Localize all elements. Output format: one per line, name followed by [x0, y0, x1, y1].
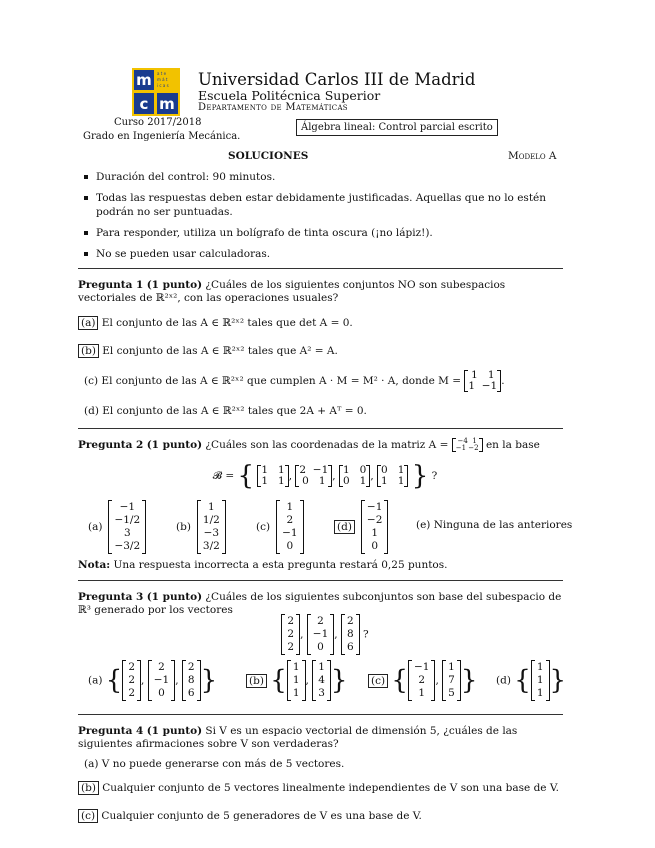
- q2-option-c[interactable]: (c)1 2 −1 0: [256, 500, 304, 554]
- subject-box: Álgebra lineal: Control parcial escrito: [296, 119, 498, 136]
- q3-option-d[interactable]: (d) { 1 1 1 }: [496, 661, 567, 699]
- option-text: V no puede generarse con más de 5 vectores.: [101, 758, 345, 770]
- degree-name: Grado en Ingeniería Mecánica.: [83, 131, 241, 142]
- instruction-text: Todas las respuestas deben estar debidamente justificadas. Aquellas que no lo estén podrán no ser puntuadas.: [96, 192, 547, 218]
- divider: [78, 580, 563, 581]
- svg-text:a t e: a t e: [157, 71, 167, 76]
- q4-option-b[interactable]: [78, 782, 559, 794]
- option-label: (b): [176, 521, 191, 533]
- exam-model: Modelo A: [508, 150, 557, 162]
- option-label: (a): [88, 674, 103, 687]
- instruction-item: [82, 226, 577, 240]
- q2-option-a[interactable]: (a)−1 −1/2 3 −3/2: [88, 500, 146, 554]
- question-points: (1 punto): [146, 591, 203, 603]
- option-label-selected: (c): [368, 674, 388, 688]
- department-name: Departamento de Matemáticas: [198, 102, 348, 113]
- logo-letter: c: [139, 95, 149, 113]
- question-label: Pregunta 3: [78, 591, 144, 603]
- option-label: (c): [256, 521, 271, 533]
- q2-option-d[interactable]: (d)−1 −2 1 0: [334, 500, 388, 554]
- question-text: ¿Cuáles de los siguientes subconjuntos son base del subespacio de ℝ³ generado por los vectores: [78, 591, 562, 616]
- q2-option-e[interactable]: (e) Ninguna de las anteriores: [416, 519, 573, 531]
- question-points: (1 punto): [146, 279, 203, 291]
- university-logo: [132, 68, 180, 116]
- q1-option-b[interactable]: [78, 345, 338, 357]
- question-text: en la base: [485, 439, 540, 451]
- divider: [78, 428, 563, 429]
- q2-option-b[interactable]: (b)1 1/2 −3 3/2: [176, 500, 226, 554]
- course-year: Curso 2017/2018: [114, 117, 202, 128]
- question-text: ¿Cuáles son las coordenadas de la matriz A =: [205, 439, 449, 451]
- logo-letter: m: [136, 71, 152, 89]
- question-1: [78, 279, 563, 305]
- instruction-text: Para responder, utiliza un bolígrafo de tinta oscura (¡no lápiz!).: [96, 227, 433, 239]
- basis-B: 𝓑 = { 1 1 1 1 , 2 −1 0 1 , 1 0 0 1 , 0 1 1 1 } ?: [212, 461, 438, 491]
- matrix-A: −4 1 −1 −2: [452, 438, 483, 452]
- option-label: (c): [84, 375, 99, 387]
- option-label-selected: (c): [78, 809, 98, 823]
- q3-option-c[interactable]: (c) { −1 2 1, 1 7 5 }: [368, 660, 477, 701]
- question-label: Pregunta 1: [78, 279, 144, 291]
- q4-option-c[interactable]: [78, 810, 422, 822]
- question-mark: ?: [431, 470, 438, 482]
- svg-text:i c a s: i c a s: [157, 83, 169, 88]
- q3-option-a[interactable]: (a) { 2 2 2, 2 −1 0, 2 8 6 }: [88, 661, 218, 699]
- q1-option-c[interactable]: (c) El conjunto de las A ∈ ℝ²ˣ² que cumplen A · M = M² · A, donde M = 1 1 1 −1 .: [84, 369, 505, 392]
- matrix-M: 1 1 1 −1: [464, 370, 501, 392]
- question-text: ¿Cuáles de los siguientes conjuntos NO son subespacios vectoriales de ℝ²ˣ², con las operaciones usuales?: [78, 279, 506, 304]
- school-name: Escuela Politécnica Superior: [198, 88, 381, 103]
- option-label-selected: (b): [78, 344, 99, 358]
- divider: [78, 714, 563, 715]
- q4-option-a[interactable]: [84, 758, 344, 770]
- option-text: El conjunto de las A ∈ ℝ²ˣ² tales que 2A + Aᵀ = 0.: [102, 405, 367, 417]
- instructions-list: [82, 170, 577, 268]
- note-label: Nota:: [78, 559, 111, 571]
- question-label: Pregunta 2: [78, 439, 144, 451]
- basis-symbol: 𝓑 =: [212, 470, 235, 482]
- q1-option-d[interactable]: [84, 405, 367, 417]
- note-text: Una respuesta incorrecta a esta pregunta restará 0,25 puntos.: [113, 559, 448, 571]
- instruction-item: [82, 247, 577, 261]
- question-4: [78, 725, 563, 751]
- divider: [78, 268, 563, 269]
- solutions-title: SOLUCIONES: [228, 150, 309, 162]
- q2-note: [78, 559, 447, 571]
- logo-letter: m: [159, 95, 175, 113]
- option-label: (d): [496, 674, 511, 687]
- question-label: Pregunta 4: [78, 725, 144, 737]
- instruction-item: [82, 170, 577, 184]
- svg-text:m á t: m á t: [157, 77, 168, 82]
- university-name: Universidad Carlos III de Madrid: [198, 70, 476, 89]
- q3-option-b[interactable]: (b) { 1 1 1, 1 4 3 }: [246, 660, 347, 701]
- instruction-text: Duración del control: 90 minutos.: [96, 171, 276, 183]
- q1-option-a[interactable]: [78, 317, 353, 329]
- option-text: El conjunto de las A ∈ ℝ²ˣ² que cumplen A · M = M² · A, donde M =: [101, 375, 462, 387]
- option-text: Cualquier conjunto de 5 generadores de V es una base de V.: [101, 810, 422, 822]
- option-label-selected: (d): [334, 520, 355, 534]
- instruction-text: No se pueden usar calculadoras.: [96, 248, 271, 260]
- option-text: El conjunto de las A ∈ ℝ²ˣ² tales que det A = 0.: [101, 317, 353, 329]
- question-points: (1 punto): [146, 725, 203, 737]
- option-text: El conjunto de las A ∈ ℝ²ˣ² tales que A² = A.: [102, 345, 338, 357]
- option-label-selected: (b): [246, 674, 267, 688]
- question-text: Si V es un espacio vectorial de dimensión 5, ¿cuáles de las siguientes afirmaciones sobre V son verdaderas?: [78, 725, 518, 750]
- option-label-selected: (a): [78, 316, 98, 330]
- option-label-selected: (b): [78, 781, 99, 795]
- option-label: (d): [84, 405, 99, 417]
- option-label: (a): [88, 521, 103, 533]
- instruction-item: [82, 191, 577, 219]
- generating-vectors: 2 2 2, 2 −1 0, 2 8 6 ?: [250, 614, 400, 655]
- question-2: [78, 438, 563, 452]
- option-label: (a): [84, 758, 99, 770]
- option-text: Cualquier conjunto de 5 vectores linealmente independientes de V son una base de V.: [102, 782, 559, 794]
- question-points: (1 punto): [146, 439, 203, 451]
